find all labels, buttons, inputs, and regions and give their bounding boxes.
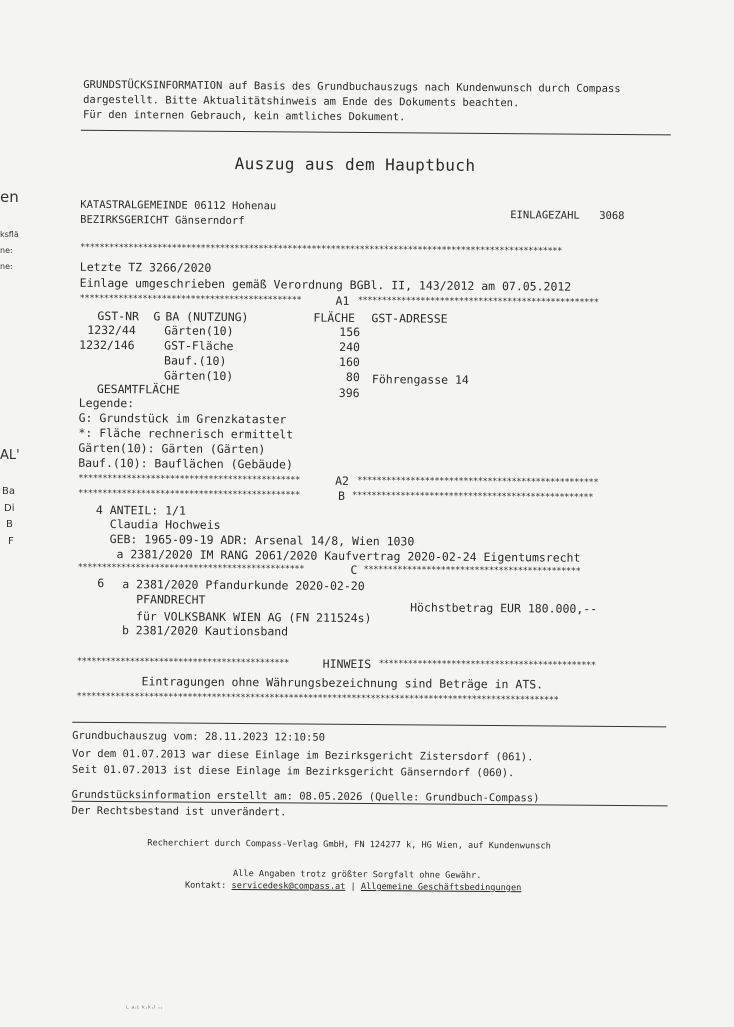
star-separator: ********************************************* <box>378 659 596 671</box>
c-pfandurkunde: a 2381/2020 Pfandurkunde 2020-02-20 <box>122 577 365 594</box>
table-row-flaeche: 240 <box>339 339 361 354</box>
c-pfandrecht: PFANDRECHT <box>136 592 206 607</box>
star-separator: ************************************************** <box>357 295 599 308</box>
section-a1-label: A1 <box>335 293 350 308</box>
gesamtflaeche-label: GESAMTFLÄCHE <box>96 381 181 397</box>
kontakt-label: Kontakt: <box>184 880 227 891</box>
legende-item: G: Grundstück im Grenzkataster <box>78 410 287 427</box>
star-separator: ********************************************* <box>363 565 581 577</box>
b-owner-name: Claudia Hochweis <box>109 517 221 532</box>
table-row-gst: 1232/146 <box>79 337 135 353</box>
legende-title: Legende: <box>78 395 135 411</box>
star-separator: ************************************************** <box>357 475 599 488</box>
table-row-flaeche: 160 <box>339 354 360 369</box>
table-row-adresse: Föhrengasse 14 <box>371 372 469 387</box>
page-title: Auszug aus dem Hauptbuch <box>234 154 476 175</box>
edge-fragment: Di <box>4 503 15 514</box>
kontakt-separator: | <box>350 881 356 892</box>
edge-fragment: ksflä <box>0 230 19 239</box>
header-flaeche: FLÄCHE <box>313 310 356 325</box>
star-separator: ********************************************** <box>78 473 300 486</box>
recherchiert-note: Recherchiert durch Compass-Verlag GmbH, FN 124277 k, HG Wien, auf Kundenwunsch <box>147 838 551 852</box>
bezirksgericht: BEZIRKSGERICHT Gänserndorf <box>80 213 245 228</box>
section-b-label: B <box>337 488 346 503</box>
header-g: G <box>153 309 161 324</box>
header-ba-nutzung: BA (NUTZUNG) <box>165 309 249 325</box>
edge-fragment: Ba <box>2 486 15 497</box>
star-separator: *********************************************** <box>77 562 304 575</box>
legende-item: *: Fläche rechnerisch ermittelt <box>78 425 294 442</box>
table-row-ba: Gärten(10) <box>164 323 234 339</box>
edge-fragment: B <box>6 519 13 530</box>
einlagezahl-value: 3068 <box>599 209 625 223</box>
bottom-smudge: ᴸ ᵃ·ᵗ ᵏ·ᵏ·ˡ ·· <box>126 1004 163 1013</box>
table-row-ba: Gärten(10) <box>163 368 234 384</box>
legende-item: Bauf.(10): Bauflächen (Gebäude) <box>78 455 293 472</box>
star-separator: ********************************************** <box>79 293 302 306</box>
vor-2013-note: Vor dem 01.07.2013 war diese Einlage im Bezirksgericht Zistersdorf (061). <box>71 747 534 764</box>
edge-fragment: AL' <box>0 448 20 463</box>
header-line-3: Für den internen Gebrauch, kein amtliches Dokument. <box>82 108 406 124</box>
legende-item: Gärten(10): Gärten (Gärten) <box>78 440 266 457</box>
table-row-flaeche: 80 <box>345 369 360 384</box>
section-c-label: C <box>350 562 358 577</box>
header-gst-adresse: GST-ADRESSE <box>371 311 448 326</box>
header-gst-nr: GST-NR <box>97 308 140 324</box>
katastralgemeinde: KATASTRALGEMEINDE 06112 Hohenau <box>80 198 277 213</box>
letzte-tz: Letzte TZ 3266/2020 <box>79 259 212 275</box>
einlagezahl-label: EINLAGEZAHL <box>510 209 580 222</box>
kontakt-line <box>185 879 521 896</box>
rechtsbestand: Der Rechtsbestand ist unverändert. <box>71 804 287 819</box>
star-separator: **************************************************************************************************** <box>76 691 559 706</box>
c-hoechstbetrag: Höchstbetrag EUR 180.000,-- <box>410 600 598 616</box>
angaben-note: Alle Angaben trotz größter Sorgfalt ohne Gewähr. <box>233 869 482 881</box>
star-separator: **************************************************************************************************** <box>79 242 562 257</box>
gesamtflaeche-value: 396 <box>338 385 360 400</box>
section-a2-label: A2 <box>335 473 350 488</box>
b-geb-adr: GEB: 1965-09-19 ADR: Arsenal 14/8, Wien 1030 <box>109 532 415 549</box>
header-rule <box>81 130 671 136</box>
header-line-1: GRUNDSTÜCKSINFORMATION auf Basis des Grundbuchauszugs nach Kundenwunsch durch Compass <box>83 78 621 96</box>
c-kautionsband: b 2381/2020 Kautionsband <box>121 623 289 639</box>
hinweis-text: Eintragungen ohne Währungsbezeichnung sind Beträge in ATS. <box>141 674 544 692</box>
b-eigentumsrecht: a 2381/2020 IM RANG 2061/2020 Kaufvertrag 2020-02-24 Eigentumsrecht <box>116 547 581 565</box>
star-separator: ************************************************** <box>351 490 594 503</box>
header-line-2: dargestellt. Bitte Aktualitätshinweis am Ende des Dokuments beachten. <box>83 93 520 110</box>
star-separator: ******************************************** <box>76 656 289 669</box>
einlage-umgeschrieben: Einlage umgeschrieben gemäß Verordnung BGBl. II, 143/2012 am 07.05.2012 <box>79 275 572 294</box>
agb-link[interactable]: Allgemeine Geschäftsbedingungen <box>360 882 522 894</box>
edge-fragment: F <box>8 536 14 547</box>
table-row-ba: Bauf.(10) <box>164 353 227 368</box>
table-row-gst: 1232/44 <box>87 322 136 338</box>
seit-2013-note: Seit 01.07.2013 ist diese Einlage im Bezirksgericht Gänserndorf (060). <box>71 763 515 780</box>
c-entry-number: 6 <box>97 575 105 590</box>
grundbuchauszug-vom: Grundbuchauszug vom: 28.11.2023 12:10:50 <box>72 729 326 744</box>
c-glaeubiger: für VOLKSBANK WIEN AG (FN 211524s) <box>136 609 372 626</box>
edge-fragment: ne: <box>0 246 13 255</box>
edge-fragment: en <box>0 188 19 206</box>
table-row-flaeche: 156 <box>339 324 361 339</box>
edge-fragment: ne: <box>0 262 13 271</box>
footer-rule <box>72 722 666 728</box>
erstellt-am: Grundstücksinformation erstellt am: 08.05.2026 (Quelle: Grundbuch-Compass) <box>71 788 540 805</box>
kontakt-email-link[interactable]: servicedesk@compass.at <box>231 881 346 892</box>
star-separator: ********************************************** <box>78 488 300 501</box>
section-hinweis-label: HINWEIS <box>322 656 372 672</box>
table-row-ba: GST-Fläche <box>164 338 234 354</box>
b-anteil: 4 ANTEIL: 1/1 <box>95 502 186 518</box>
